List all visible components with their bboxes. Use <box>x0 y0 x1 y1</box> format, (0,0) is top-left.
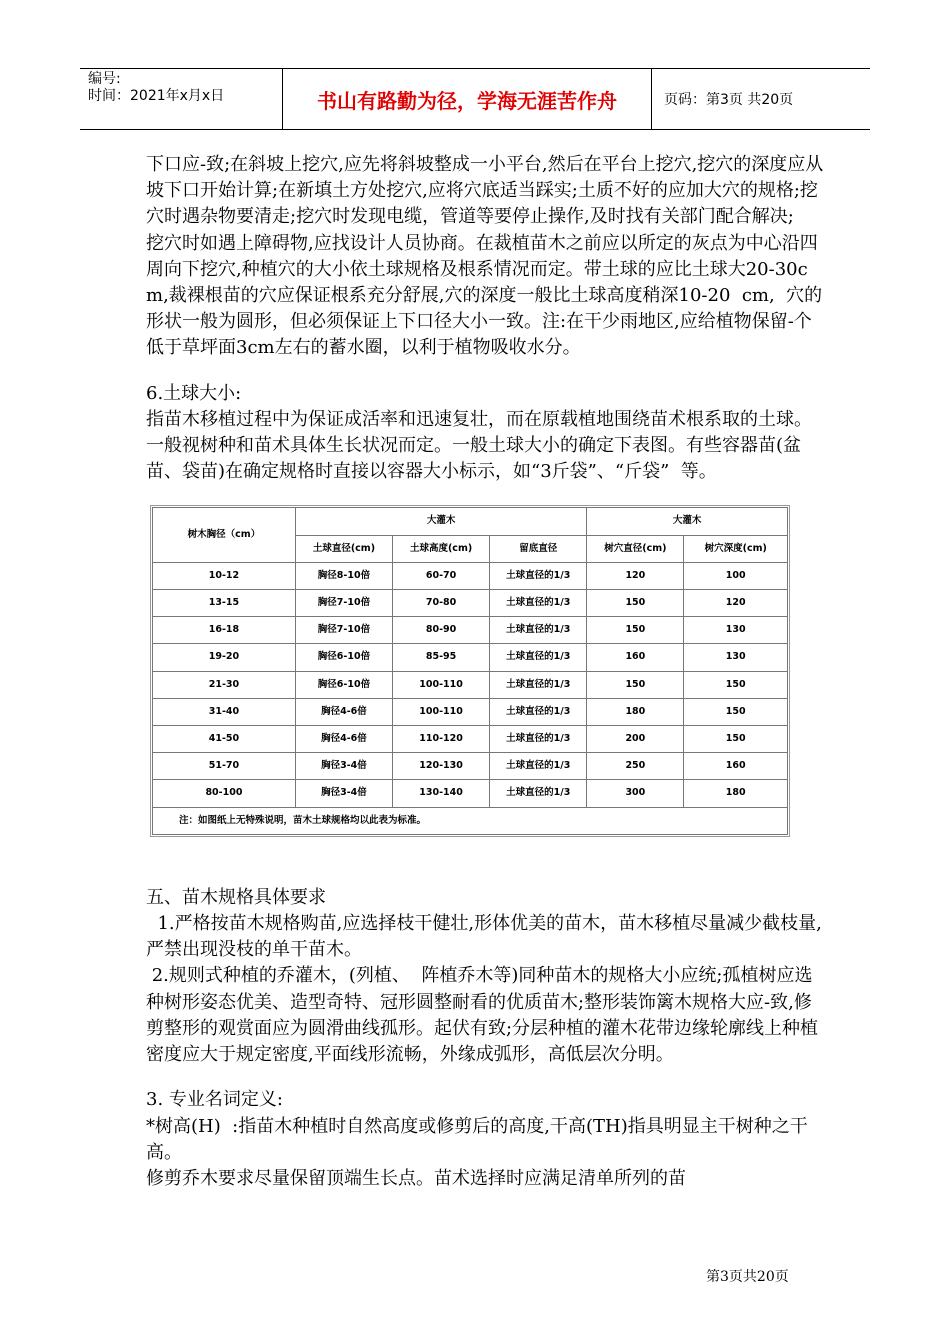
paragraph: 修剪乔木要求尽量保留顶端生长点。苗术选择时应满足清单所列的苗 <box>146 1167 686 1189</box>
header-ball-diameter: 土球直径(cm) <box>295 535 392 562</box>
table-cell: 13-15 <box>153 590 296 617</box>
table-cell: 51-70 <box>153 753 296 780</box>
table-cell: 胸径3-4倍 <box>295 753 392 780</box>
table-cell: 100 <box>684 562 788 589</box>
table-cell: 150 <box>587 617 684 644</box>
table-row <box>153 698 788 725</box>
table-cell: 200 <box>587 726 684 753</box>
table-cell: 250 <box>587 753 684 780</box>
table-cell: 土球直径的1/3 <box>490 617 587 644</box>
table-row <box>153 644 788 671</box>
table-cell: 80-90 <box>393 617 490 644</box>
table-cell: 180 <box>587 698 684 725</box>
paragraph: 指苗木移植过程中为保证成活率和迅速复壮，而在原载植地围绕苗术根系取的土球。一般视树种和苗术具体生长状况而定。一般土球大小的确定下表图。有些容器苗(盆苗、袋苗)在确定规格时直接以容器大小标示，如“3斤袋”、“斤袋” 等。 <box>146 408 812 483</box>
table-cell: 土球直径的1/3 <box>490 644 587 671</box>
table-cell: 土球直径的1/3 <box>490 698 587 725</box>
root-ball-table <box>152 507 788 834</box>
table-cell: 150 <box>684 671 788 698</box>
paragraph: 下口应-致;在斜坡上挖穴,应先将斜坡整成一小平台,然后在平台上挖穴,挖穴的深度应从坡下口开始计算;在新填土方处挖穴,应将穴底适当踩实;土质不好的应加大穴的规格;挖穴时遇杂物要清走;挖穴时发现电缆，管道等要停止操作,及时找有关部门配合解决; <box>146 154 824 228</box>
page-footer: 第3页共20页 <box>706 1269 789 1285</box>
header-ball-height: 土球高度(cm) <box>393 535 490 562</box>
table-row <box>153 671 788 698</box>
header-page-number: 页码：第3页 共20页 <box>664 92 794 108</box>
document-body <box>146 152 826 1192</box>
table-cell: 土球直径的1/3 <box>490 562 587 589</box>
section-heading: 五、苗木规格具体要求 <box>146 886 326 908</box>
table-cell: 100-110 <box>393 671 490 698</box>
table-cell: 胸径4-6倍 <box>295 698 392 725</box>
page-header <box>80 68 870 130</box>
table-cell: 160 <box>587 644 684 671</box>
table-cell: 120 <box>684 590 788 617</box>
table-cell: 胸径4-6倍 <box>295 726 392 753</box>
table-cell: 土球直径的1/3 <box>490 590 587 617</box>
paragraph: 2.规则式种植的乔灌木，(列植、 阵植乔木等)同种苗木的规格大小应统;孤植树应选种树形姿态优美、造型奇特、冠形圆整耐看的优质苗木;整形装饰篱木规格大应-致,修剪整形的观赏面应为圆滑曲线孤形。起伏有致;分层种植的灌木花带边缘轮廓线上种植密度应大于规定密度,平面线形流畅，外缘成弧形，高低层次分明。 <box>146 965 819 1066</box>
table-cell: 60-70 <box>393 562 490 589</box>
table-cell: 土球直径的1/3 <box>490 726 587 753</box>
table-row <box>153 617 788 644</box>
paragraph: *树高(H) :指苗木种植时自然高度或修剪后的高度,干高(TH)指具明显主干树种之干高。 <box>146 1115 808 1163</box>
table-cell: 土球直径的1/3 <box>490 671 587 698</box>
table-cell: 19-20 <box>153 644 296 671</box>
paragraph: 挖穴时如遇上障碍物,应找设计人员协商。在裁植苗木之前应以所定的灰点为中心沿四周向下挖穴,种植穴的大小依土球规格及根系情况而定。带土球的应比土球大20-30cm,裁裸根苗的穴应保证根系充分舒展,穴的深度一般比土球高度稍深10-20 cm, 穴的形状一般为圆形，但必须保证上下口径大小一致。注:在干少雨地区,应给植物保留-个低于草坪面3cm左右的蓄水圈，以利于植物吸收水分。 <box>146 232 823 359</box>
table-cell: 150 <box>587 671 684 698</box>
document-date: 时间：2021年x月x日 <box>88 88 225 104</box>
section-heading: 3. 专业名词定义: <box>146 1089 283 1111</box>
table-cell: 胸径8-10倍 <box>295 562 392 589</box>
table-row <box>153 753 788 780</box>
header-pit-depth: 树穴深度(cm) <box>684 535 788 562</box>
table-cell: 100-110 <box>393 698 490 725</box>
table-note: 注：如图纸上无特殊说明，苗木土球规格均以此表为标准。 <box>153 807 788 834</box>
table-cell: 胸径6-10倍 <box>295 671 392 698</box>
table-cell: 150 <box>684 698 788 725</box>
section-heading: 6.土球大小: <box>146 382 242 404</box>
table-cell: 300 <box>587 780 684 807</box>
table-cell: 胸径6-10倍 <box>295 644 392 671</box>
header-motto: 书山有路勤为径，学海无涯苦作舟 <box>282 69 652 129</box>
table-row <box>153 726 788 753</box>
table-cell: 16-18 <box>153 617 296 644</box>
table-cell: 41-50 <box>153 726 296 753</box>
document-number-label: 编号: <box>88 71 121 87</box>
table-cell: 150 <box>684 726 788 753</box>
header-group-2: 大灌木 <box>587 508 788 535</box>
table-cell: 胸径3-4倍 <box>295 780 392 807</box>
header-pit-diameter: 树穴直径(cm) <box>587 535 684 562</box>
table-row <box>153 562 788 589</box>
header-meta <box>80 69 282 129</box>
header-group-1: 大灌木 <box>295 508 586 535</box>
header-base-diameter: 留底直径 <box>490 535 587 562</box>
table-cell: 21-30 <box>153 671 296 698</box>
table-cell: 70-80 <box>393 590 490 617</box>
root-ball-table-frame <box>150 505 790 836</box>
table-cell: 130 <box>684 617 788 644</box>
header-trunk-diameter: 树木胸径（cm） <box>153 508 296 562</box>
table-cell: 120-130 <box>393 753 490 780</box>
table-cell: 31-40 <box>153 698 296 725</box>
table-cell: 150 <box>587 590 684 617</box>
table-cell: 土球直径的1/3 <box>490 753 587 780</box>
table-cell: 土球直径的1/3 <box>490 780 587 807</box>
table-cell: 85-95 <box>393 644 490 671</box>
table-row <box>153 780 788 807</box>
table-cell: 胸径7-10倍 <box>295 617 392 644</box>
table-cell: 120 <box>587 562 684 589</box>
table-cell: 10-12 <box>153 562 296 589</box>
table-cell: 80-100 <box>153 780 296 807</box>
table-row <box>153 590 788 617</box>
table-cell: 130-140 <box>393 780 490 807</box>
paragraph: 1.严格按苗木规格购苗,应选择枝干健壮,形体优美的苗木，苗木移植尽量减少截枝量,严禁出现没枝的单干苗木。 <box>146 913 822 961</box>
table-cell: 胸径7-10倍 <box>295 590 392 617</box>
table-body <box>153 562 788 807</box>
table-cell: 110-120 <box>393 726 490 753</box>
table-cell: 180 <box>684 780 788 807</box>
table-cell: 130 <box>684 644 788 671</box>
table-cell: 160 <box>684 753 788 780</box>
